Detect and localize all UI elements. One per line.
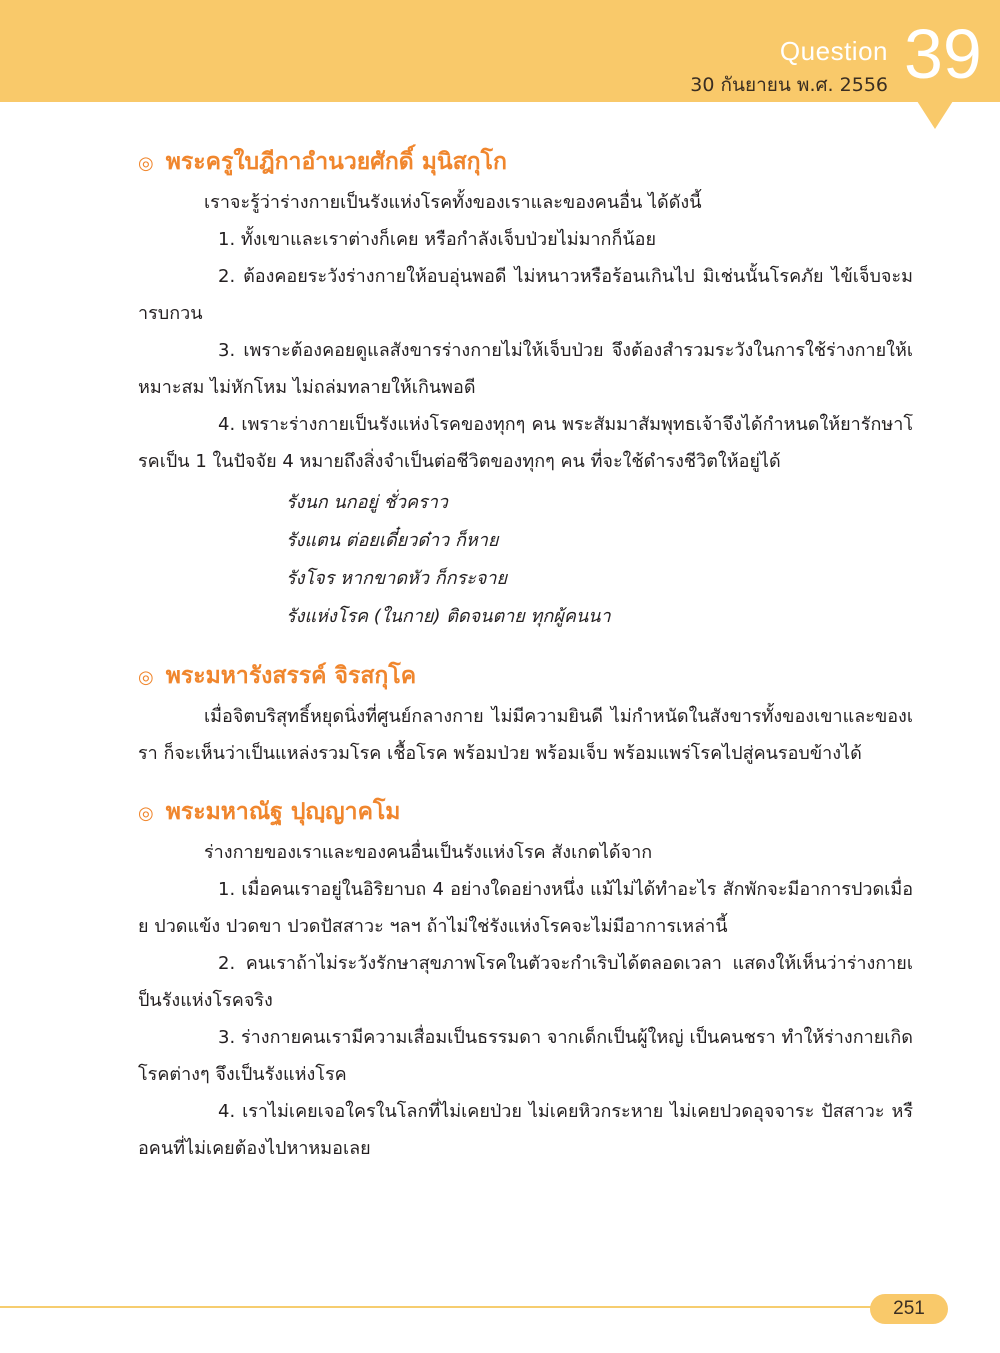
poem-block [286,484,913,636]
header-pointer-triangle [917,101,953,129]
numbered-item: 1. เมื่อคนเราอยู่ในอิริยาบถ 4 อย่างใดอย่างหนึ่ง แม้ไม่ได้ทำอะไร สักพักจะมีอาการปวดเมื่อย ปวดแข้ง ปวดขา ปวดปัสสาวะ ฯลฯ ถ้าไม่ใช่รังแห่งโรคจะไม่มีอาการเหล่านี้ [138,879,913,937]
section-title-text: พระครูใบฎีกาอำนวยศักดิ์ มุนิสกุโก [165,149,507,175]
footer-rule [0,1306,878,1308]
section-title-text: พระมหาณัฐ ปุญฺญาคโม [165,799,401,825]
question-number: 39 [904,15,982,93]
circle-bullet-icon: ◎ [138,153,154,174]
numbered-item: 4. เพราะร่างกายเป็นรังแห่งโรคของทุกๆ คน พระสัมมาสัมพุทธเจ้าจึงได้กำหนดให้ยารักษาโรคเป็น 1 ในปัจจัย 4 หมายถึงสิ่งจำเป็นต่อชีวิตของทุกๆ คน ที่จะใช้ดำรงชีวิตให้อยู่ได้ [138,414,913,472]
page-header-band [0,0,1000,102]
numbered-item: 2. คนเราถ้าไม่ระวังรักษาสุขภาพโรคในตัวจะกำเริบได้ตลอดเวลา แสดงให้เห็นว่าร่างกายเป็นรังแห่งโรคจริง [138,953,913,1011]
numbered-item: 2. ต้องคอยระวังร่างกายให้อบอุ่นพอดี ไม่หนาวหรือร้อนเกินไป มิเช่นนั้นโรคภัย ไข้เจ็บจะมารบกวน [138,266,913,324]
circle-bullet-icon: ◎ [138,667,154,688]
section-body: เมื่อจิตบริสุทธิ์หยุดนิ่งที่ศูนย์กลางกาย ไม่มีความยินดี ไม่กำหนัดในสังขารทั้งของเขาและของเรา ก็จะเห็นว่าเป็นแหล่งรวมโรค เชื้อโรค พร้อมป่วย พร้อมเจ็บ พร้อมแพร่โรคไปสู่คนรอบข้างได้ [138,706,913,764]
poem-line: รังโจร หากขาดหัว ก็กระจาย [286,568,508,589]
section-heading [138,790,913,834]
page-number: 251 [870,1294,948,1324]
page-content [138,140,913,1167]
circle-bullet-icon: ◎ [138,803,154,824]
section-heading [138,140,913,184]
poem-line: รังนก นกอยู่ ชั่วคราว [286,492,448,513]
numbered-item: 4. เราไม่เคยเจอใครในโลกที่ไม่เคยป่วย ไม่เคยหิวกระหาย ไม่เคยปวดอุจจาระ ปัสสาวะ หรือคนที่ไม่เคยต้องไปหาหมอเลย [138,1101,913,1159]
section-intro: ร่างกายของเราและของคนอื่นเป็นรังแห่งโรค สังเกตได้จาก [204,842,653,863]
poem-line: รังแห่งโรค (ในกาย) ติดจนตาย ทุกผู้คนนา [286,606,611,627]
section-intro: เราจะรู้ว่าร่างกายเป็นรังแห่งโรคทั้งของเราและของคนอื่น ได้ดังนี้ [204,192,702,213]
numbered-item: 1. ทั้งเขาและเราต่างก็เคย หรือกำลังเจ็บป่วยไม่มากก็น้อย [218,229,657,250]
section-heading [138,654,913,698]
numbered-item: 3. ร่างกายคนเรามีความเสื่อมเป็นธรรมดา จากเด็กเป็นผู้ใหญ่ เป็นคนชรา ทำให้ร่างกายเกิดโรคต่างๆ จึงเป็นรังแห่งโรค [138,1027,913,1085]
numbered-item: 3. เพราะต้องคอยดูแลสังขารร่างกายไม่ให้เจ็บป่วย จึงต้องสำรวมระวังในการใช้ร่างกายให้เหมาะสม ไม่หักโหม ไม่ถล่มทลายให้เกินพอดี [138,340,913,398]
question-label: Question [779,36,888,66]
question-date: 30 กันยายน พ.ศ. 2556 [690,74,888,96]
section-title-text: พระมหารังสรรค์ จิรสกุโค [165,663,417,689]
poem-line: รังแตน ต่อยเดี๋ยวด๋าว ก็หาย [286,530,499,551]
